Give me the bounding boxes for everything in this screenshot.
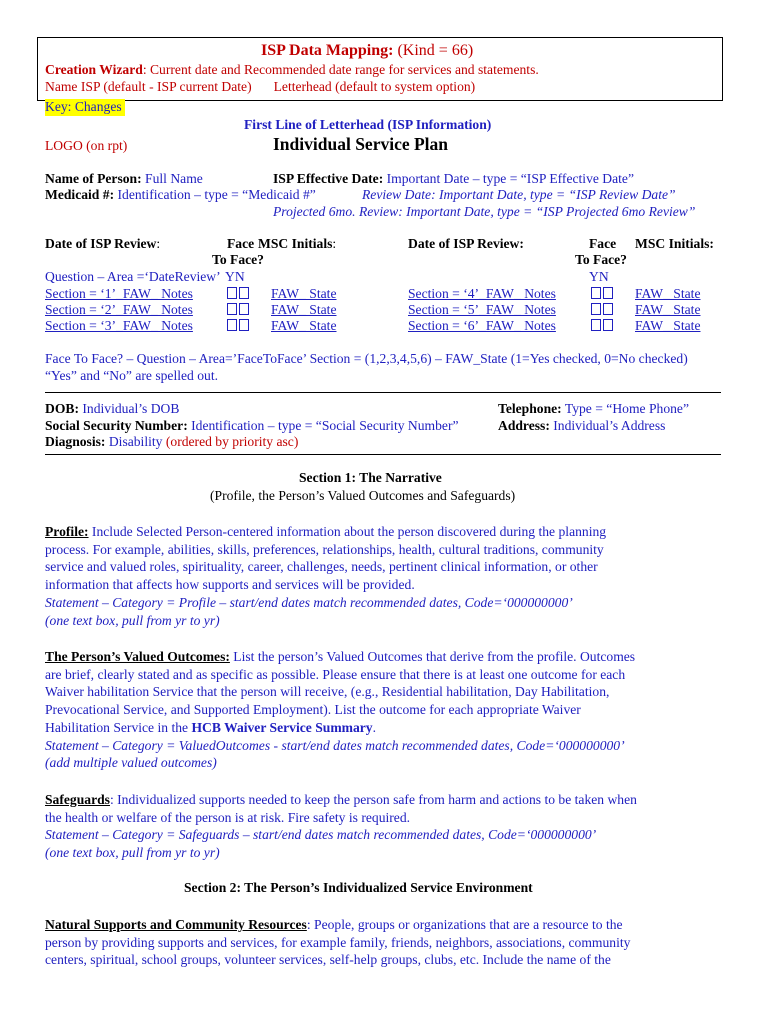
face-to-face-note: Face To Face? – Question – Area=’FaceToFace’ Section = (1,2,3,4,5,6) – FAW_State (1=Yes checked, 0=No checked) bbox=[45, 351, 688, 366]
section-5-notes[interactable]: Section = ‘5’_FAW_ Notes bbox=[408, 302, 556, 317]
profile-statement: Statement – Category = Profile – start/end dates match recommended dates, Code=‘000000000’ bbox=[45, 594, 573, 610]
section-6-state[interactable]: FAW_ State bbox=[635, 318, 701, 333]
section-2-notes[interactable]: Section = ‘2’_FAW_ Notes bbox=[45, 302, 193, 317]
profile-note: (one text box, pull from yr to yr) bbox=[45, 612, 220, 628]
telephone-line: Telephone: Type = “Home Phone” bbox=[498, 401, 689, 416]
section-2-state[interactable]: FAW_ State bbox=[271, 302, 337, 317]
divider-bottom bbox=[45, 454, 721, 455]
section-4-notes[interactable]: Section = ‘4’_FAW_ Notes bbox=[408, 286, 556, 301]
name-isp-line: Name ISP (default - ISP current Date) Letterhead (default to system option) bbox=[45, 79, 476, 94]
col-date-of-review-left: Date of ISP Review: bbox=[45, 236, 161, 251]
section-1-title: Section 1: The Narrative bbox=[299, 470, 442, 485]
yn-left: YN bbox=[225, 269, 245, 284]
profile-label: Profile: bbox=[45, 524, 89, 539]
outcomes-label: The Person’s Valued Outcomes: bbox=[45, 649, 230, 664]
safeguards-paragraph: Safeguards: Individualized supports needed to keep the person safe from harm and actions to be taken when the health or welfare of the person is at risk. Fire safety is required. Statement – Category = Safeguards – start/end dates match recommended dates, Code=‘000000000’ (one text box, pull from yr to yr) bbox=[45, 791, 730, 862]
section-3-state[interactable]: FAW_ State bbox=[271, 318, 337, 333]
name-of-person: Name of Person: Full Name bbox=[45, 171, 203, 186]
address-line: Address: Individual’s Address bbox=[498, 418, 666, 433]
outcomes-paragraph: The Person’s Valued Outcomes: List the person’s Valued Outcomes that derive from the profile. Outcomes are brief, clearly stated and as specific as possible. Please ensure that there is at least one outcome for each Waiver habilitation Service that the person will receive, (e.g., Residential habilitation, Day Habilitation, Prevocational Service, and Supported Employment). List the outcome for each appropriate Waiver Habilitation Service in the HCB Waiver Service Summary. Statement – Category = ValuedOutcomes - start/end dates match recommended dates, Code=‘000000000’ (add multiple valued outcomes) bbox=[45, 648, 730, 772]
outcomes-statement: Statement – Category = ValuedOutcomes - start/end dates match recommended dates, Code=‘000000000’ bbox=[45, 737, 625, 753]
yn-right: YN bbox=[589, 269, 609, 284]
section-5-state[interactable]: FAW_ State bbox=[635, 302, 701, 317]
col-face-left: Face bbox=[227, 236, 255, 251]
face-checkboxes-3[interactable] bbox=[227, 318, 251, 335]
safeguards-note: (one text box, pull from yr to yr) bbox=[45, 845, 220, 861]
col-to-face-right: To Face? bbox=[575, 252, 627, 267]
section-3-notes[interactable]: Section = ‘3’_FAW_ Notes bbox=[45, 318, 193, 333]
section-1-subtitle: (Profile, the Person’s Valued Outcomes and Safeguards) bbox=[210, 488, 516, 503]
ssn-line: Social Security Number: Identification – type = “Social Security Number” bbox=[45, 418, 459, 433]
face-checkboxes-2[interactable] bbox=[227, 302, 251, 319]
col-msc-initials-right: MSC Initials: bbox=[635, 236, 714, 251]
face-checkboxes-1[interactable] bbox=[227, 286, 251, 303]
outcomes-note: (add multiple valued outcomes) bbox=[45, 755, 217, 771]
section-4-state[interactable]: FAW_ State bbox=[635, 286, 701, 301]
face-checkboxes-4[interactable] bbox=[591, 286, 615, 303]
natural-supports-paragraph: Natural Supports and Community Resources: People, groups or organizations that are a resource to the person by providing supports and services, for example family, friends, neighbors, associations, community centers, spiritual, school groups, volunteer services, self-help groups, clubs, etc. Include the name of the bbox=[45, 917, 631, 968]
isp-effective-date: ISP Effective Date: Important Date – type = “ISP Effective Date” bbox=[273, 171, 634, 186]
section-2-title: Section 2: The Person’s Individualized Service Environment bbox=[184, 880, 533, 895]
section-1-state[interactable]: FAW_ State bbox=[271, 286, 337, 301]
medicaid-number: Medicaid #: Identification – type = “Medicaid #” bbox=[45, 187, 316, 202]
col-face-right: Face bbox=[589, 236, 617, 251]
safeguards-statement: Statement – Category = Safeguards – start/end dates match recommended dates, Code=‘000000000’ bbox=[45, 827, 597, 843]
key-legend: Key: Changes bbox=[45, 99, 125, 116]
review-date: Review Date: Important Date, type = “ISP Review Date” bbox=[362, 187, 676, 202]
yes-no-note: “Yes” and “No” are spelled out. bbox=[45, 368, 219, 383]
letterhead-line: First Line of Letterhead (ISP Information) bbox=[244, 117, 492, 132]
col-msc-initials-left: MSC Initials: bbox=[258, 236, 337, 251]
face-checkboxes-6[interactable] bbox=[591, 318, 615, 335]
safeguards-label: Safeguards bbox=[45, 792, 110, 807]
date-review-question: Question – Area =‘DateReview’ bbox=[45, 269, 221, 284]
col-to-face-left: To Face? bbox=[212, 252, 264, 267]
projected-review: Projected 6mo. Review: Important Date, type = “ISP Projected 6mo Review” bbox=[273, 204, 696, 219]
document-title: Individual Service Plan bbox=[273, 134, 449, 154]
mapping-title: ISP Data Mapping: (Kind = 66) bbox=[261, 42, 474, 59]
natural-supports-label: Natural Supports and Community Resources bbox=[45, 917, 307, 932]
divider-top bbox=[45, 392, 721, 393]
face-checkboxes-5[interactable] bbox=[591, 302, 615, 319]
logo-placeholder: LOGO (on rpt) bbox=[45, 138, 128, 153]
diagnosis-line: Diagnosis: Disability (ordered by priority asc) bbox=[45, 434, 299, 449]
col-date-of-review-right: Date of ISP Review: bbox=[408, 236, 524, 251]
creation-wizard-line: Creation Wizard: Current date and Recommended date range for services and statements. bbox=[45, 62, 539, 77]
profile-paragraph: Profile: Include Selected Person-centered information about the person discovered during the planning process. For example, abilities, skills, preferences, relationships, health, cultural traditions, community service and valued roles, spirituality, career, challenges, needs, pertinent clinical information, or other information that affects how supports and services will be provided. Statement – Category = Profile – start/end dates match recommended dates, Code=‘000000000’ (one text box, pull from yr to yr) bbox=[45, 523, 730, 629]
section-1-notes[interactable]: Section = ‘1’_FAW_ Notes bbox=[45, 286, 193, 301]
dob-line: DOB: Individual’s DOB bbox=[45, 401, 180, 416]
section-6-notes[interactable]: Section = ‘6’_FAW_ Notes bbox=[408, 318, 556, 333]
